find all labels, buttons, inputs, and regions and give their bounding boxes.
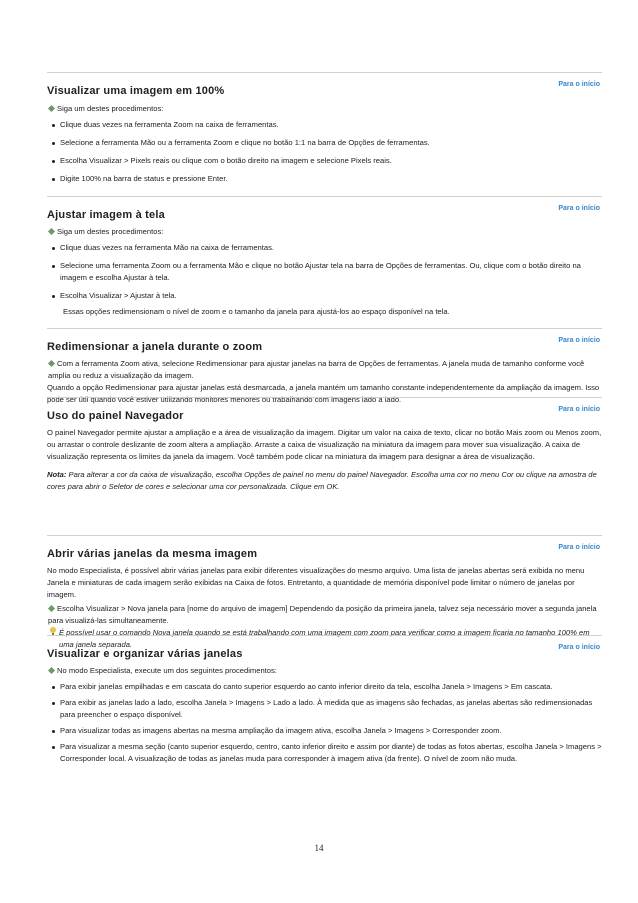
section-title: Uso do painel Navegador bbox=[47, 410, 184, 422]
tip-paragraph: É possível usar o comando Nova janela quando se está trabalhando com uma imagem com zoom para verificar como a imagem ficaria no tamanho 100% em uma janela separada. bbox=[47, 627, 602, 651]
bullet-gem-icon bbox=[48, 228, 55, 235]
bullet-gem-icon bbox=[48, 667, 55, 674]
list-item: Escolha Visualizar > Ajustar à tela. bbox=[47, 290, 602, 302]
list-item: Selecione a ferramenta Mão ou a ferramenta Zoom e clique no botão 1:1 na barra de Opções de ferramentas. bbox=[47, 137, 602, 149]
section-note: Essas opções redimensionam o nível de zoom e o tamanho da janela para ajustá-los ao espaço disponível na tela. bbox=[63, 307, 450, 316]
procedure-list bbox=[47, 681, 602, 765]
section-paragraph: No modo Especialista, é possível abrir várias janelas para exibir diferentes visualizações do mesmo arquivo. Uma lista de janelas abertas será exibida no menu Janela e miniaturas de cada imagem serão exibidas na Caixa de fotos. Entretanto, a quantidade de memória disponível pode limitar o número de janelas por imagem. bbox=[47, 566, 585, 599]
back-to-top-link[interactable]: Para o início bbox=[558, 644, 600, 651]
section-title: Visualizar e organizar várias janelas bbox=[47, 648, 243, 660]
list-item: Clique duas vezes na ferramenta Zoom na caixa de ferramentas. bbox=[47, 119, 602, 131]
list-item: Escolha Visualizar > Pixels reais ou clique com o botão direito na imagem e selecione Pixels reais. bbox=[47, 155, 602, 167]
section-fit-screen bbox=[47, 196, 602, 325]
bullet-gem-icon bbox=[48, 360, 55, 367]
section-lead: Escolha Visualizar > Nova janela para [nome do arquivo de imagem] Dependendo da posição da primeira janela, talvez seja necessário mover a segunda janela para visualizá-las simultaneamente. bbox=[48, 604, 597, 625]
bullet-gem-icon bbox=[48, 105, 55, 112]
note-text: Para alterar a cor da caixa de visualização, escolha Opções de painel no menu do painel Navegador. Escolha uma cor no menu Cor ou clique na amostra de cores para abrir o Seletor de cores e selecionar uma cor personalizada. Clique em OK. bbox=[47, 470, 597, 491]
list-item: Para exibir janelas empilhadas e em cascata do canto superior esquerdo ao canto inferior direito da tela, escolha Janela > Imagens > Em cascata. bbox=[47, 681, 602, 693]
back-to-top-link[interactable]: Para o início bbox=[558, 81, 600, 88]
procedure-list bbox=[47, 119, 602, 185]
procedure-list bbox=[47, 242, 602, 302]
back-to-top-link[interactable]: Para o início bbox=[558, 406, 600, 413]
back-to-top-link[interactable]: Para o início bbox=[558, 544, 600, 551]
section-paragraph: Quando a opção Redimensionar para ajustar janelas está desmarcada, a janela mantém um tamanho constante independentemente da ampliação da imagem. Isso pode ser útil quando você estiver utilizando monitores menores ou trabalhando com imagens lado a lado. bbox=[47, 383, 600, 404]
section-navigator-panel bbox=[47, 397, 602, 534]
section-lead: Siga um destes procedimentos: bbox=[47, 226, 602, 238]
section-arrange-windows bbox=[47, 635, 602, 826]
list-item: Clique duas vezes na ferramenta Mão na caixa de ferramentas. bbox=[47, 242, 602, 254]
section-lead: Siga um destes procedimentos: bbox=[47, 103, 602, 115]
list-item: Selecione uma ferramenta Zoom ou a ferramenta Mão e clique no botão Ajustar tela na barra de Opções de ferramentas. Ou, clique com o botão direito na imagem e escolha Ajustar à tela. bbox=[47, 260, 602, 284]
list-item: Para visualizar a mesma seção (canto superior esquerdo, centro, canto inferior direito e assim por diante) de todas as fotos abertas, escolha Janela > Imagens > Corresponder local. A visualização de todas as janelas muda para corresponder à imagem ativa (da frente). O nível de zoom não muda. bbox=[47, 741, 602, 765]
list-item: Para exibir as janelas lado a lado, escolha Janela > Imagens > Lado a lado. À medida que as imagens são fechadas, as janelas abertas são redimensionadas para preencher o espaço disponível. bbox=[47, 697, 602, 721]
bullet-gem-icon bbox=[48, 605, 55, 612]
section-title: Redimensionar a janela durante o zoom bbox=[47, 341, 263, 353]
page-number: 14 bbox=[314, 843, 324, 853]
section-lead: Com a ferramenta Zoom ativa, selecione Redimensionar para ajustar janelas na barra de Opções de ferramentas. A janela muda de tamanho conforme você amplia ou reduz a visualização da imagem. bbox=[48, 359, 585, 380]
list-item: Para visualizar todas as imagens abertas na mesma ampliação da imagem ativa, escolha Janela > Imagens > Corresponder zoom. bbox=[47, 725, 602, 737]
note-label: Nota: bbox=[47, 470, 67, 479]
section-multiple-windows bbox=[47, 535, 602, 649]
section-paragraph: O painel Navegador permite ajustar a ampliação e a área de visualização da imagem. Digitar um valor na caixa de texto, clicar no botão Mais zoom ou Menos zoom, ou arrastar o controle deslizante de zoom altera a ampliação. Arraste a caixa de visualização na miniatura da imagem para mover sua visualização. A caixa de visualização representa os limites da janela da imagem. Você também pode clicar na miniatura da imagem para designar a área de visualização. bbox=[47, 428, 602, 461]
list-item: Digite 100% na barra de status e pressione Enter. bbox=[47, 173, 602, 185]
section-lead: No modo Especialista, execute um dos seguintes procedimentos: bbox=[47, 665, 602, 677]
section-title: Abrir várias janelas da mesma imagem bbox=[47, 548, 258, 560]
note-paragraph bbox=[47, 469, 602, 493]
back-to-top-link[interactable]: Para o início bbox=[558, 205, 600, 212]
back-to-top-link[interactable]: Para o início bbox=[558, 337, 600, 344]
section-100-percent bbox=[47, 72, 602, 191]
section-title: Visualizar uma imagem em 100% bbox=[47, 85, 225, 97]
section-title: Ajustar imagem à tela bbox=[47, 209, 165, 221]
